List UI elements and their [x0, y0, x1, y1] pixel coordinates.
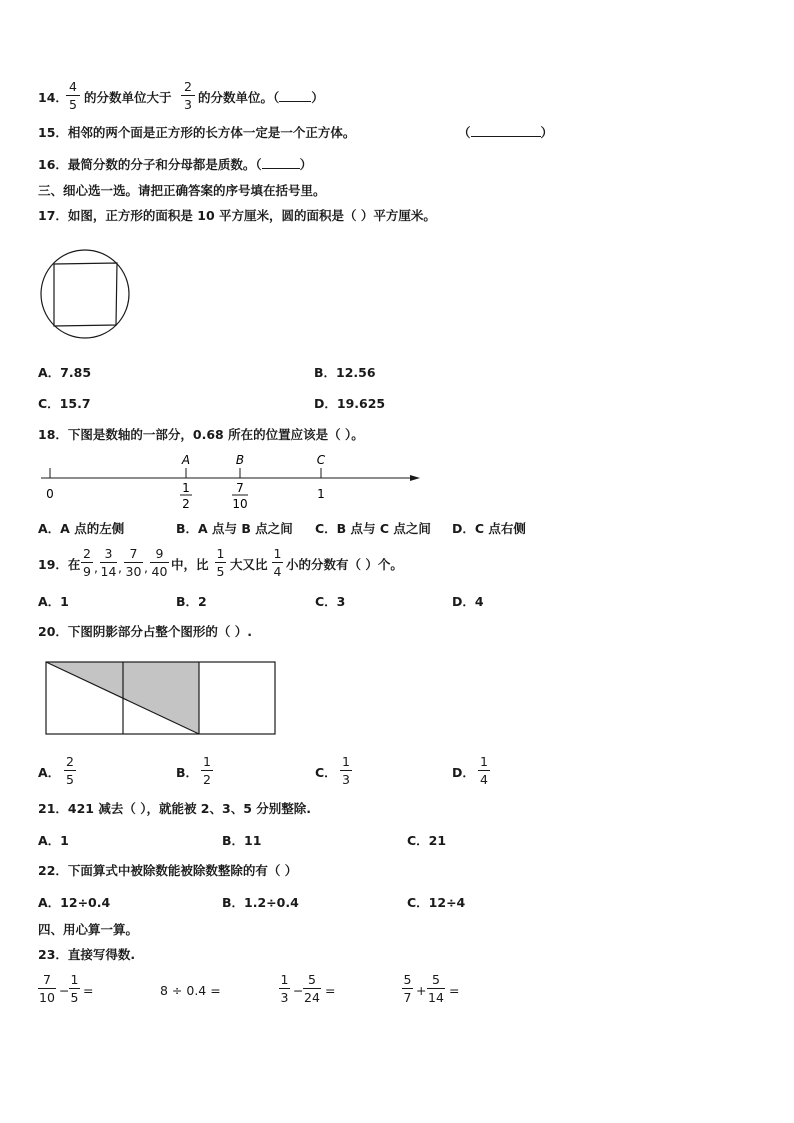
q22-option-b[interactable]: B．1.2÷0.4 — [222, 895, 299, 910]
q23-expr4-fraction-b: 5 14 — [428, 972, 444, 1005]
q14-fraction-2: 2 3 — [181, 79, 195, 112]
q18-option-b[interactable]: B．A 点与 B 点之间 — [176, 521, 293, 536]
q23-expr3-fraction-b: 5 24 — [304, 972, 320, 1005]
q19-fraction-3: 7 30 — [125, 546, 142, 579]
answer-blank[interactable] — [262, 168, 300, 169]
q19-text-1: 中，比 — [171, 557, 209, 572]
q20-option-d-label[interactable]: D． — [452, 765, 475, 780]
q18-text: 18．下图是数轴的一部分，0.68 所在的位置应该是（ ）。 — [38, 427, 364, 442]
q23-expr2: 8 ÷ 0.4 = — [160, 983, 221, 998]
tick-seven-tenths-numerator: 7 — [236, 481, 244, 495]
q19-option-a[interactable]: A．1 — [38, 594, 69, 609]
q20-option-c-label[interactable]: C． — [315, 765, 337, 780]
section-3-heading: 三、细心选一选。请把正确答案的序号填在括号里。 — [38, 183, 326, 198]
q14-fraction-1: 4 5 — [66, 79, 80, 112]
q21-option-a[interactable]: A．1 — [38, 833, 69, 848]
q20-option-a-fraction[interactable]: 2 5 — [64, 754, 76, 787]
q17-option-b[interactable]: B．12.56 — [314, 365, 376, 380]
q21-option-c[interactable]: C．21 — [407, 833, 447, 848]
q18-option-d[interactable]: D．C 点右侧 — [452, 521, 526, 536]
q23-expr1-fraction-b: 1 5 — [70, 972, 79, 1005]
q19-fraction-1: 2 9 — [81, 546, 93, 579]
q18-option-a[interactable]: A．A 点的左侧 — [38, 521, 125, 536]
q14-text: 的分数单位大于 — [84, 90, 172, 105]
answer-blank[interactable] — [279, 101, 311, 102]
q23-text: 23．直接写得数. — [38, 947, 136, 962]
q20-option-c-fraction[interactable]: 1 3 — [340, 754, 352, 787]
point-c-label: C — [316, 453, 326, 467]
q15-answer: （ ） — [458, 125, 554, 140]
q20-option-d-fraction[interactable]: 1 4 — [478, 754, 490, 787]
q19-text-3: 小的分数有（ ）个。 — [286, 557, 403, 572]
q22-text: 22．下面算式中被除数能被除数整除的有（ ） — [38, 863, 298, 878]
tick-one-label: 1 — [317, 487, 325, 501]
q22-option-a[interactable]: A．12÷0.4 — [38, 895, 111, 910]
number-line — [36, 448, 426, 516]
point-b-label: B — [235, 453, 245, 467]
q14-text-2: 的分数单位。（ ） — [198, 90, 324, 105]
q21-option-b[interactable]: B．11 — [222, 833, 262, 848]
q17-option-d[interactable]: D．19.625 — [314, 396, 386, 411]
q20-option-b-label[interactable]: B． — [176, 765, 199, 780]
q17-option-c[interactable]: C．15.7 — [38, 396, 91, 411]
q19-fraction-2: 3 14 — [100, 546, 117, 579]
shaded-rectangle-figure — [44, 660, 278, 738]
q19-option-d[interactable]: D．4 — [452, 594, 484, 609]
point-a-label: A — [181, 453, 191, 467]
q20-text: 20．下图阴影部分占整个图形的（ ）. — [38, 624, 252, 639]
tick-half-numerator: 1 — [182, 481, 190, 495]
circle-square-figure — [38, 248, 134, 344]
tick-seven-tenths-denominator: 10 — [232, 497, 248, 511]
q23-expr3-fraction-a: 1 3 — [280, 972, 289, 1005]
q19-fraction-4: 9 40 — [151, 546, 168, 579]
q23-expr4-fraction-a: 5 7 — [403, 972, 412, 1005]
q23-expr1-fraction-a: 7 10 — [39, 972, 55, 1005]
q15-text: 15．相邻的两个面是正方形的长方体一定是一个正方体。 — [38, 125, 356, 140]
q22-option-c[interactable]: C．12÷4 — [407, 895, 466, 910]
q16-text: 16．最简分数的分子和分母都是质数。（ ） — [38, 157, 313, 172]
tick-zero-label: 0 — [46, 487, 54, 501]
q20-option-b-fraction[interactable]: 1 2 — [201, 754, 213, 787]
tick-half-denominator: 2 — [182, 497, 190, 511]
q19-fraction-one-fifth: 1 5 — [216, 546, 225, 579]
q21-text: 21．421 减去（ ），就能被 2、3、5 分别整除. — [38, 801, 311, 816]
q19-fraction-one-fourth: 1 4 — [273, 546, 282, 579]
q14-number: 14． — [38, 90, 68, 105]
q17-option-a[interactable]: A．7.85 — [38, 365, 92, 380]
q19-option-c[interactable]: C．3 — [315, 594, 346, 609]
q19-number: 19．在 — [38, 557, 81, 572]
q19-text-2: 大又比 — [230, 557, 268, 572]
q18-option-c[interactable]: C．B 点与 C 点之间 — [315, 521, 431, 536]
q20-option-a-label[interactable]: A． — [38, 765, 61, 780]
section-4-heading: 四、用心算一算。 — [38, 922, 139, 937]
q17-text: 17．如图，正方形的面积是 10 平方厘米，圆的面积是（ ）平方厘米。 — [38, 208, 436, 223]
q19-option-b[interactable]: B．2 — [176, 594, 207, 609]
answer-blank[interactable] — [471, 136, 541, 137]
